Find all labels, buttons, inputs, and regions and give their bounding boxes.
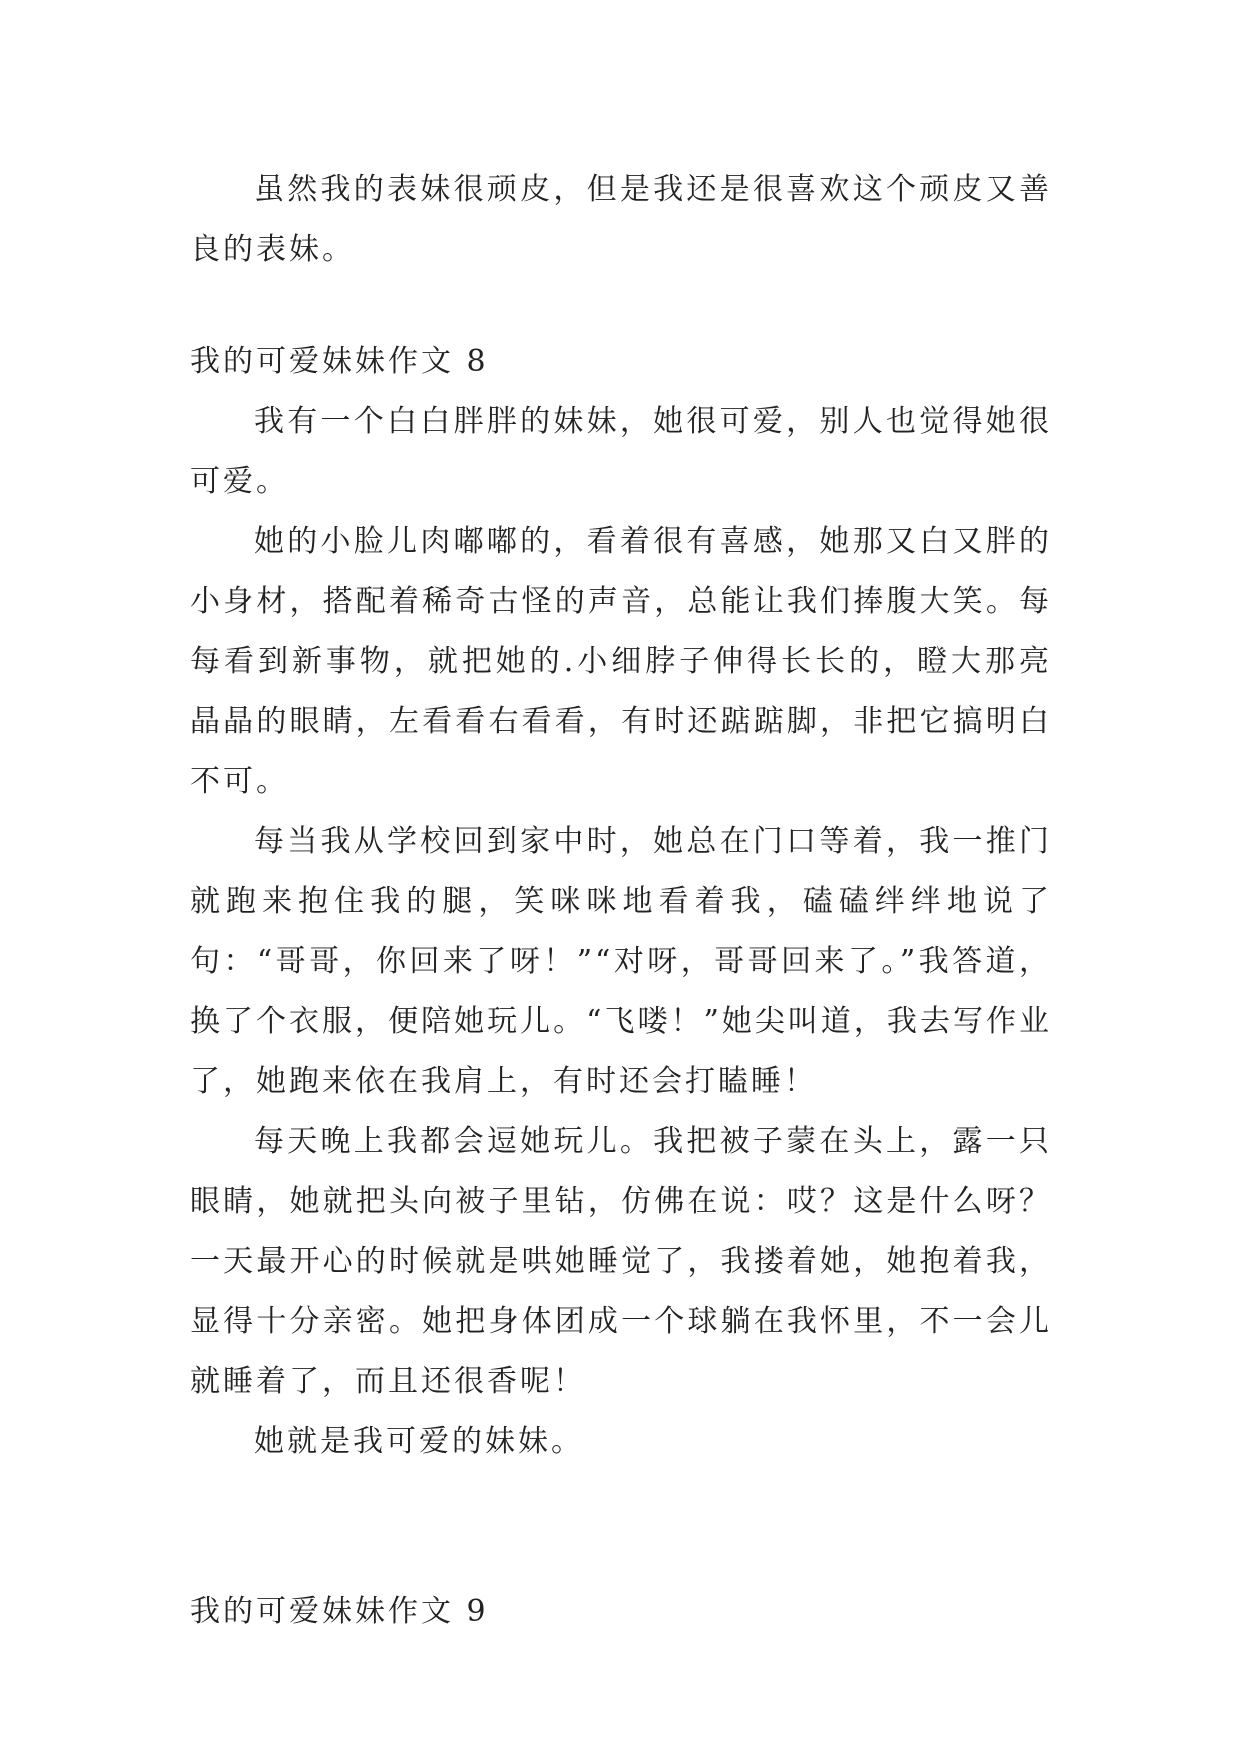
paragraph-intro-end: 虽然我的表妹很顽皮，但是我还是很喜欢这个顽皮又善良的表妹。 [190, 172, 1052, 267]
paragraph-8-2: 她的小脸儿肉嘟嘟的，看着很有喜感，她那又白又胖的小身材，搭配着稀奇古怪的声音，总能让我们捧腹大笑。每每看到新事物，就把她的.小细脖子伸得长长的，瞪大那亮晶晶的眼睛，左看看右看看，有时还踮踮脚，非把它搞明白不可。 [190, 524, 1052, 799]
section-heading-8: 我的可爱妹妹作文 8 [190, 344, 489, 379]
paragraph-8-5: 她就是我可爱的妹妹。 [254, 1424, 584, 1459]
paragraph-8-4: 每天晚上我都会逗她玩儿。我把被子蒙在头上，露一只眼睛，她就把头向被子里钻，仿佛在说：哎？这是什么呀？一天最开心的时候就是哄她睡觉了，我搂着她，她抱着我，显得十分亲密。她把身体团成一个球躺在我怀里，不一会儿就睡着了，而且还很香呢！ [190, 1124, 1052, 1399]
paragraph-8-1: 我有一个白白胖胖的妹妹，她很可爱，别人也觉得她很可爱。 [190, 404, 1052, 499]
paragraph-8-3: 每当我从学校回到家中时，她总在门口等着，我一推门就跑来抱住我的腿，笑咪咪地看着我，磕磕绊绊地说了句：“哥哥，你回来了呀！”“对呀，哥哥回来了。”我答道，换了个衣服，便陪她玩儿。“飞喽！”她尖叫道，我去写作业了，她跑来依在我肩上，有时还会打瞌睡！ [190, 824, 1052, 1099]
section-heading-9: 我的可爱妹妹作文 9 [190, 1594, 489, 1629]
